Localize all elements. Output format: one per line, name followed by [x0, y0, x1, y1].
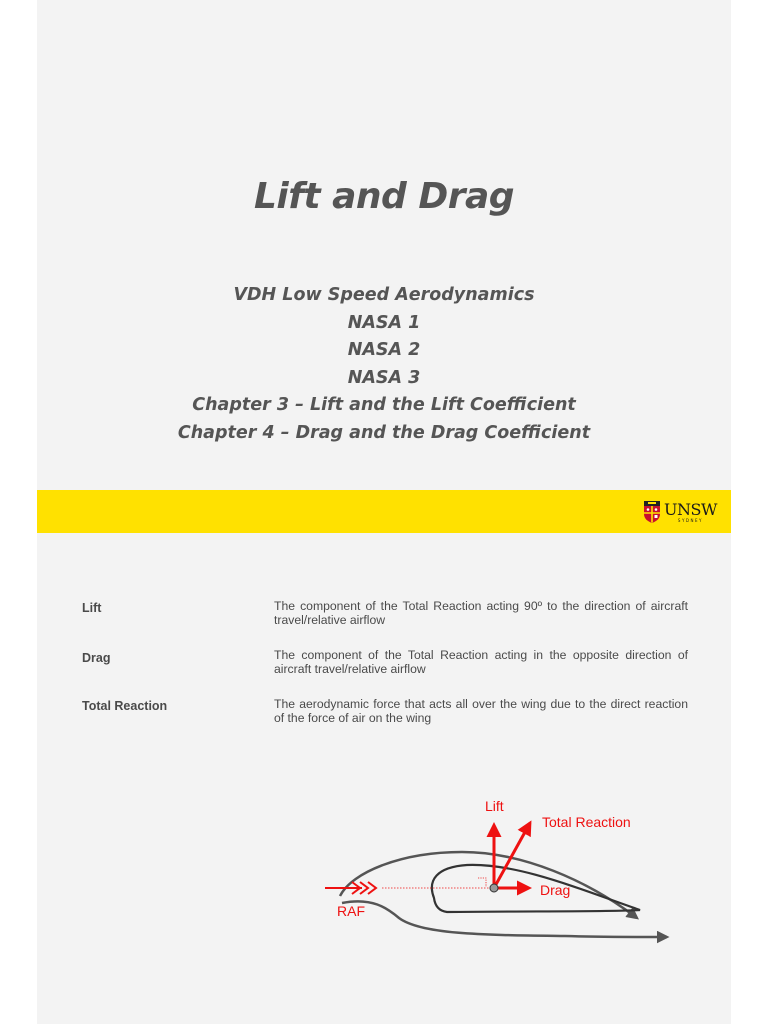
total-reaction-label: Total Reaction — [542, 814, 631, 830]
lift-label: Lift — [485, 798, 504, 814]
definition-lift: The component of the Total Reaction acting 90º to the direction of aircraft travel/relative airflow — [274, 599, 688, 627]
centre-of-pressure — [490, 884, 498, 892]
unsw-logo — [643, 498, 717, 526]
term-lift: Lift — [82, 601, 102, 615]
reference-item: VDH Low Speed Aerodynamics — [233, 285, 535, 305]
lower-streamline — [342, 901, 667, 937]
reference-item: Chapter 4 – Drag and the Drag Coefficient — [177, 422, 591, 443]
yellow-band — [37, 490, 731, 533]
slide-title: Lift and Drag — [253, 176, 515, 217]
reference-item: NASA 3 — [347, 367, 421, 388]
right-angle-marker — [478, 878, 486, 887]
definition-drag: The component of the Total Reaction acting in the opposite direction of aircraft travel/relative airflow — [274, 648, 688, 676]
crest-icon — [643, 501, 661, 523]
term-total-reaction: Total Reaction — [82, 699, 168, 713]
reference-item: NASA 2 — [347, 340, 421, 361]
logo-wordmark: UNSW — [664, 499, 717, 519]
raf-label: RAF — [337, 903, 365, 919]
drag-label: Drag — [540, 882, 571, 898]
reference-item: Chapter 3 – Lift and the Lift Coefficient — [192, 395, 576, 416]
airfoil — [432, 865, 640, 912]
term-drag: Drag — [82, 651, 111, 665]
logo-subtext: SYDNEY — [677, 517, 703, 523]
page — [37, 0, 731, 1024]
reference-list — [37, 282, 731, 448]
definition-total-reaction: The aerodynamic force that acts all over the wing due to the direct reaction of the force of air on the wing — [274, 697, 688, 725]
reference-item: NASA 1 — [347, 312, 421, 333]
airfoil-force-diagram — [277, 790, 697, 950]
